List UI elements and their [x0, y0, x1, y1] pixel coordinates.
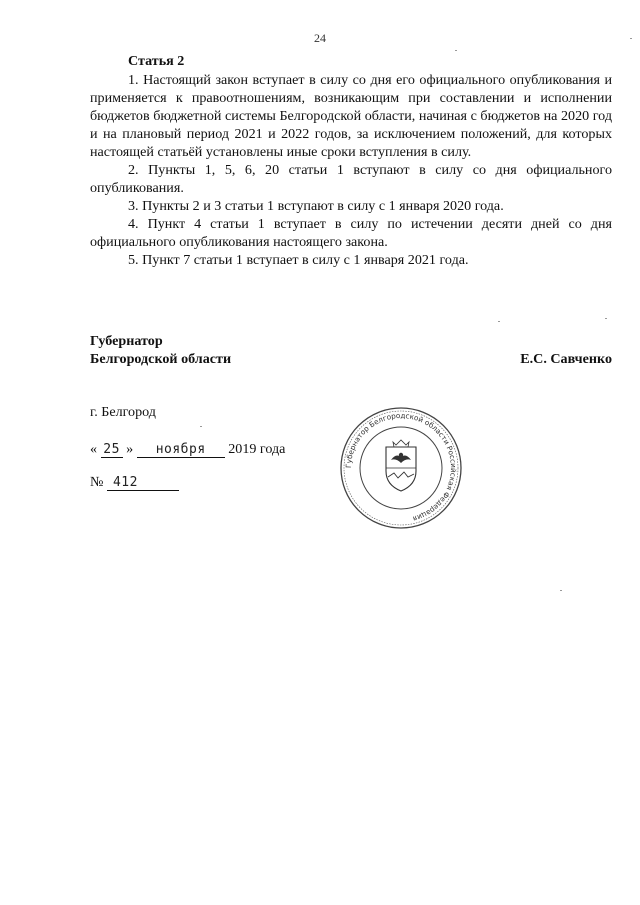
place-of-signing: г. Белгород	[90, 404, 156, 420]
svg-text:Губернатор Белгородской област	[344, 411, 458, 524]
coat-of-arms-icon	[386, 440, 416, 491]
seal-text: Губернатор Белгородской области Российская Федерация	[343, 410, 459, 524]
seal-image	[338, 405, 464, 531]
date-day: 25	[101, 443, 123, 458]
paragraph-1: 1. Настоящий закон вступает в силу со дня его официального опубликования и применяется к правоотношениям, возникающим при составлении и исполнении бюджетов бюджетной системы Белгородской области, начиная с бюджетов на 2020 год и на плановый период 2021 и 2022 годов, за исключением положений, для которых настоящей статьёй установлены иные сроки вступления в силу.	[90, 72, 612, 160]
date-line	[90, 441, 285, 458]
scan-speck	[455, 50, 457, 51]
scan-speck	[498, 321, 500, 322]
signatory-position-line2: Белгородской области	[90, 351, 232, 367]
article-2	[90, 52, 612, 269]
number-sign: №	[90, 474, 104, 490]
signatory-position-line1: Губернатор	[90, 333, 163, 349]
scan-speck	[200, 426, 202, 427]
scan-speck	[605, 318, 607, 319]
date-month: ноября	[137, 443, 225, 458]
law-number: 412	[107, 476, 179, 491]
paragraph-4: 4. Пункт 4 статьи 1 вступает в силу по истечении десяти дней со дня официального опубликования настоящего закона.	[90, 216, 612, 250]
scan-speck	[630, 38, 632, 39]
governor-seal	[338, 405, 464, 531]
number-line	[90, 474, 179, 491]
date-open-quote: «	[90, 441, 98, 457]
page-number: 24	[314, 31, 326, 45]
paragraph-2: 2. Пункты 1, 5, 6, 20 статьи 1 вступают в силу со дня официального опубликования.	[90, 162, 612, 196]
date-close-quote: »	[126, 441, 134, 457]
date-year: 2019 года	[228, 441, 286, 457]
scan-speck	[560, 590, 562, 591]
paragraph-5: 5. Пункт 7 статьи 1 вступает в силу с 1 января 2021 года.	[128, 252, 469, 268]
signature-block	[90, 332, 612, 368]
signatory-name: Е.С. Савченко	[520, 351, 612, 367]
article-title: Статья 2	[128, 53, 185, 69]
paragraph-3: 3. Пункты 2 и 3 статьи 1 вступают в силу с 1 января 2020 года.	[128, 198, 504, 214]
